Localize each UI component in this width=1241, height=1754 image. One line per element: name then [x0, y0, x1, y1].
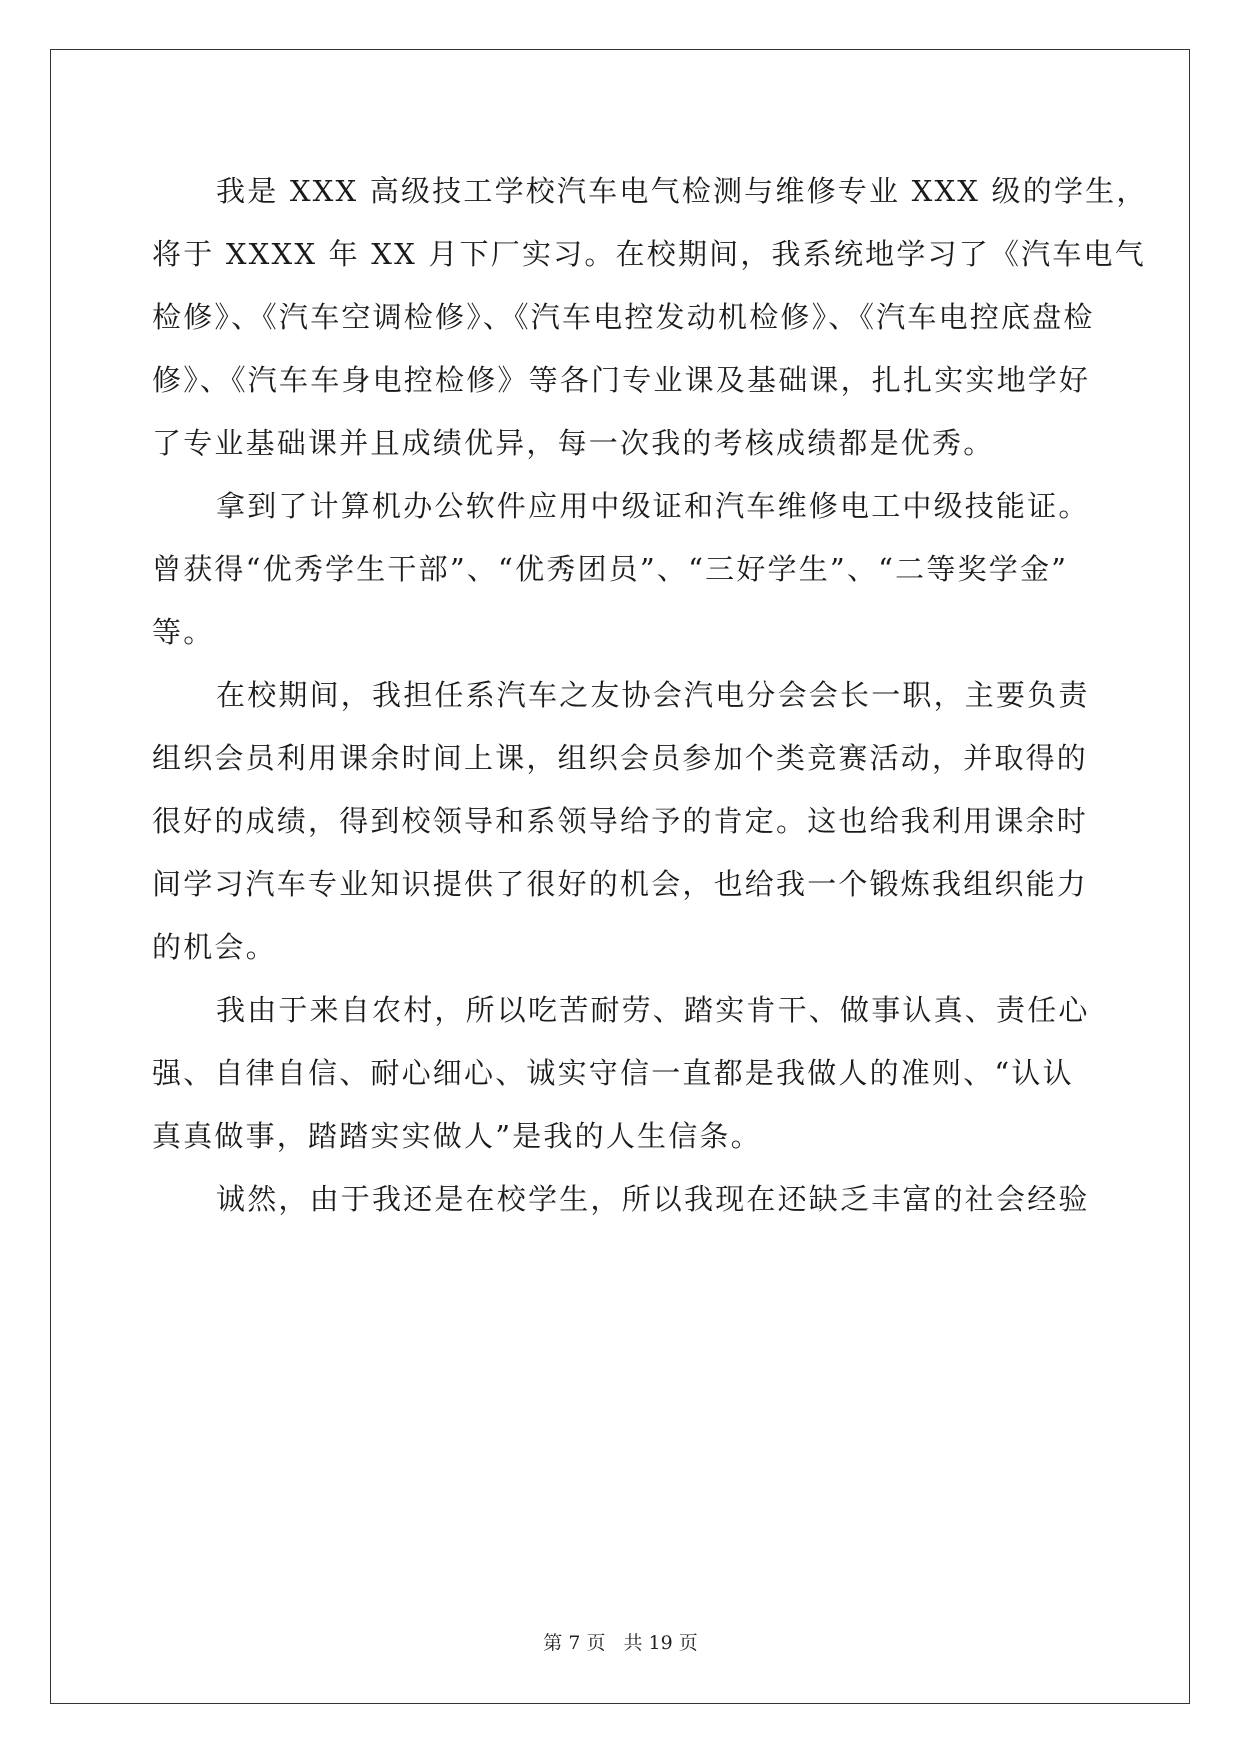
text-line: 修》、《汽车车身电控检修》等各门专业课及基础课，扎扎实实地学好: [152, 363, 1091, 397]
text-line: 拿到了计算机办公软件应用中级证和汽车维修电工中级技能证。: [216, 489, 1090, 523]
document-body: [152, 160, 1148, 1231]
text-line: 检修》、《汽车空调检修》、《汽车电控发动机检修》、《汽车电控底盘检: [152, 300, 1095, 334]
text-line: 间学习汽车专业知识提供了很好的机会，也给我一个锻炼我组织能力: [152, 867, 1089, 901]
text-line: 曾获得“优秀学生干部”、“优秀团员”、“三好学生”、“二等奖学金”: [152, 552, 1069, 586]
text-line: 将于 XXXX 年 XX 月下厂实习。在校期间，我系统地学习了《汽车电气: [152, 237, 1146, 271]
text-line: 真真做事，踏踏实实做人”是我的人生信条。: [152, 1119, 762, 1153]
text-line: 我由于来自农村，所以吃苦耐劳、踏实肯干、做事认真、责任心: [216, 993, 1090, 1027]
text-line: 了专业基础课并且成绩优异，每一次我的考核成绩都是优秀。: [152, 426, 995, 460]
text-line: 在校期间，我担任系汽车之友协会汽电分会会长一职，主要负责: [216, 678, 1090, 712]
page-number: 第 7 页: [543, 1632, 606, 1654]
text-line: 组织会员利用课余时间上课，组织会员参加个类竞赛活动，并取得的: [152, 741, 1089, 775]
text-line: 我是 XXX 高级技工学校汽车电气检测与维修专业 XXX 级的学生，: [216, 174, 1148, 208]
page-total: 共 19 页: [623, 1632, 698, 1654]
text-line: 强、自律自信、耐心细心、诚实守信一直都是我做人的准则、“认认: [152, 1056, 1074, 1090]
text-line: 诚然，由于我还是在校学生，所以我现在还缺乏丰富的社会经验: [216, 1182, 1090, 1216]
text-line: 很好的成绩，得到校领导和系领导给予的肯定。这也给我利用课余时: [152, 804, 1089, 838]
text-line: 等。: [152, 615, 215, 649]
page-footer: [0, 1631, 1241, 1655]
text-line: 的机会。: [152, 930, 277, 964]
